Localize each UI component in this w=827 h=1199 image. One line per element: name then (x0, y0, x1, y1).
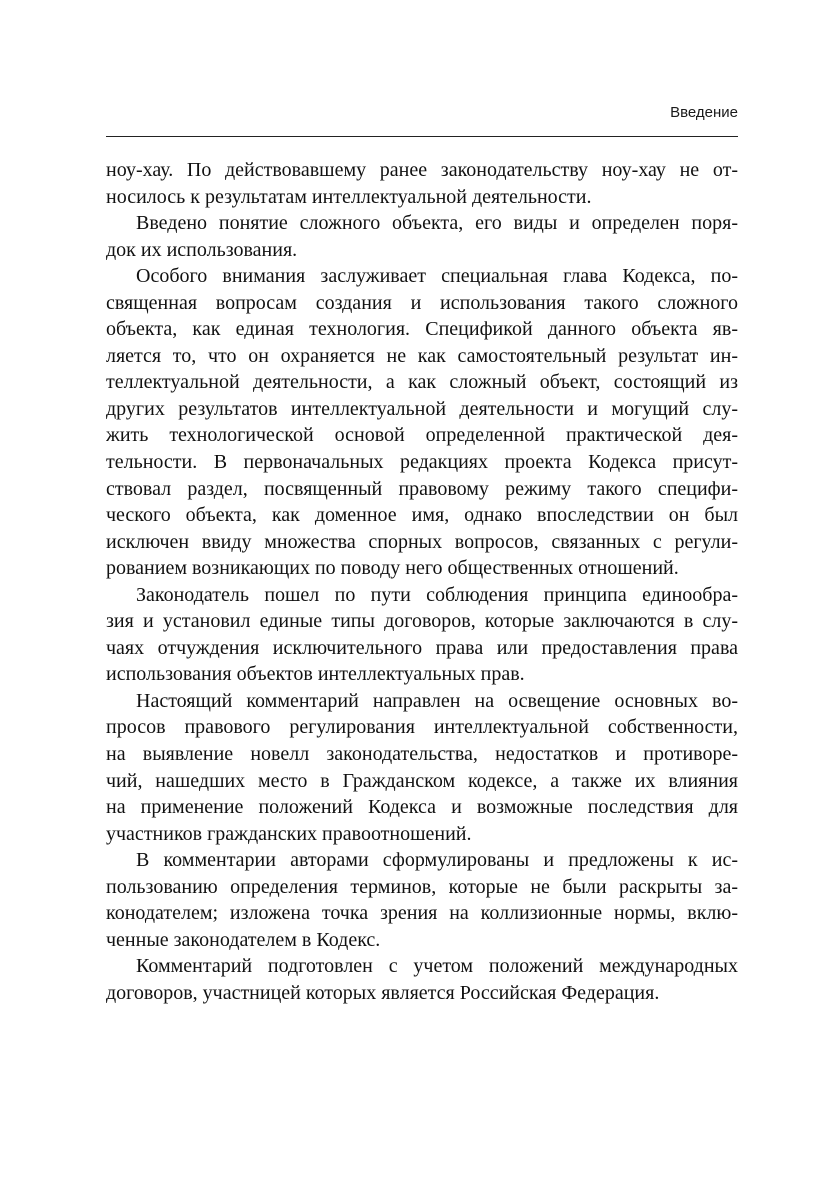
paragraph (106, 582, 738, 688)
text-line: зия и установил единые типы договоров, которые заключаются в слу- (106, 610, 738, 633)
paragraph (106, 157, 738, 210)
text-line: чий, нашедших место в Гражданском кодексе, а также их влияния (106, 769, 738, 792)
text-line: теллектуальной деятельности, а как сложный объект, состоящий из (106, 371, 738, 394)
text-line: на применение положений Кодекса и возможные последствия для (106, 796, 738, 819)
header-rule (106, 136, 738, 137)
paragraph (106, 953, 738, 1006)
text-line: рованием возникающих по поводу него общественных отношений. (106, 557, 679, 580)
text-line: ноу-хау. По действовавшему ранее законодательству ноу-хау не от- (106, 159, 738, 181)
paragraph (106, 263, 738, 582)
text-line: пользованию определения терминов, которые не были раскрыты за- (106, 875, 738, 898)
running-header: Введение (670, 104, 738, 121)
text-line: ченные законодателем в Кодекс. (106, 928, 381, 951)
text-line: просов правового регулирования интеллектуальной собственности, (106, 716, 738, 739)
body-text (106, 157, 738, 1007)
text-line: на выявление новелл законодательства, недостатков и противоре- (106, 743, 738, 766)
text-line: чаях отчуждения исключительного права или предоставления права (106, 636, 738, 659)
text-line: объекта, как единая технология. Спецификой данного объекта яв- (106, 318, 738, 341)
text-line: ляется то, что он охраняется не как самостоятельный результат ин- (106, 344, 738, 367)
paragraph (106, 847, 738, 953)
text-line: Настоящий комментарий направлен на освещение основных во- (136, 689, 738, 712)
text-line: священная вопросам создания и использования такого сложного (106, 291, 738, 314)
text-line: носилось к результатам интеллектуальной деятельности. (106, 185, 592, 208)
text-line: других результатов интеллектуальной деятельности и могущий слу- (106, 397, 738, 420)
text-line: ческого объекта, как доменное имя, однако впоследствии он был (106, 504, 738, 527)
text-line: конодателем; изложена точка зрения на коллизионные нормы, вклю- (106, 902, 738, 925)
text-line: В комментарии авторами сформулированы и предложены к ис- (136, 849, 738, 872)
text-line: Законодатель пошел по пути соблюдения принципа единообра- (136, 583, 738, 606)
text-line: использования объектов интеллектуальных прав. (106, 663, 525, 686)
text-line: Особого внимания заслуживает специальная глава Кодекса, по- (136, 265, 738, 288)
text-line: Введено понятие сложного объекта, его виды и определен поря- (136, 212, 738, 235)
text-line: участников гражданских правоотношений. (106, 822, 472, 845)
text-line: жить технологической основой определенной практической дея- (106, 424, 738, 447)
text-line: док их использования. (106, 238, 298, 261)
text-line: Комментарий подготовлен с учетом положений международных (136, 955, 738, 978)
text-line: исключен ввиду множества спорных вопросов, связанных с регули- (106, 530, 738, 553)
text-line: тельности. В первоначальных редакциях проекта Кодекса присут- (106, 451, 738, 474)
text-line: ствовал раздел, посвященный правовому режиму такого специфи- (106, 477, 738, 500)
text-line: договоров, участницей которых является Российская Федерация. (106, 981, 660, 1004)
paragraph (106, 688, 738, 847)
paragraph (106, 210, 738, 263)
